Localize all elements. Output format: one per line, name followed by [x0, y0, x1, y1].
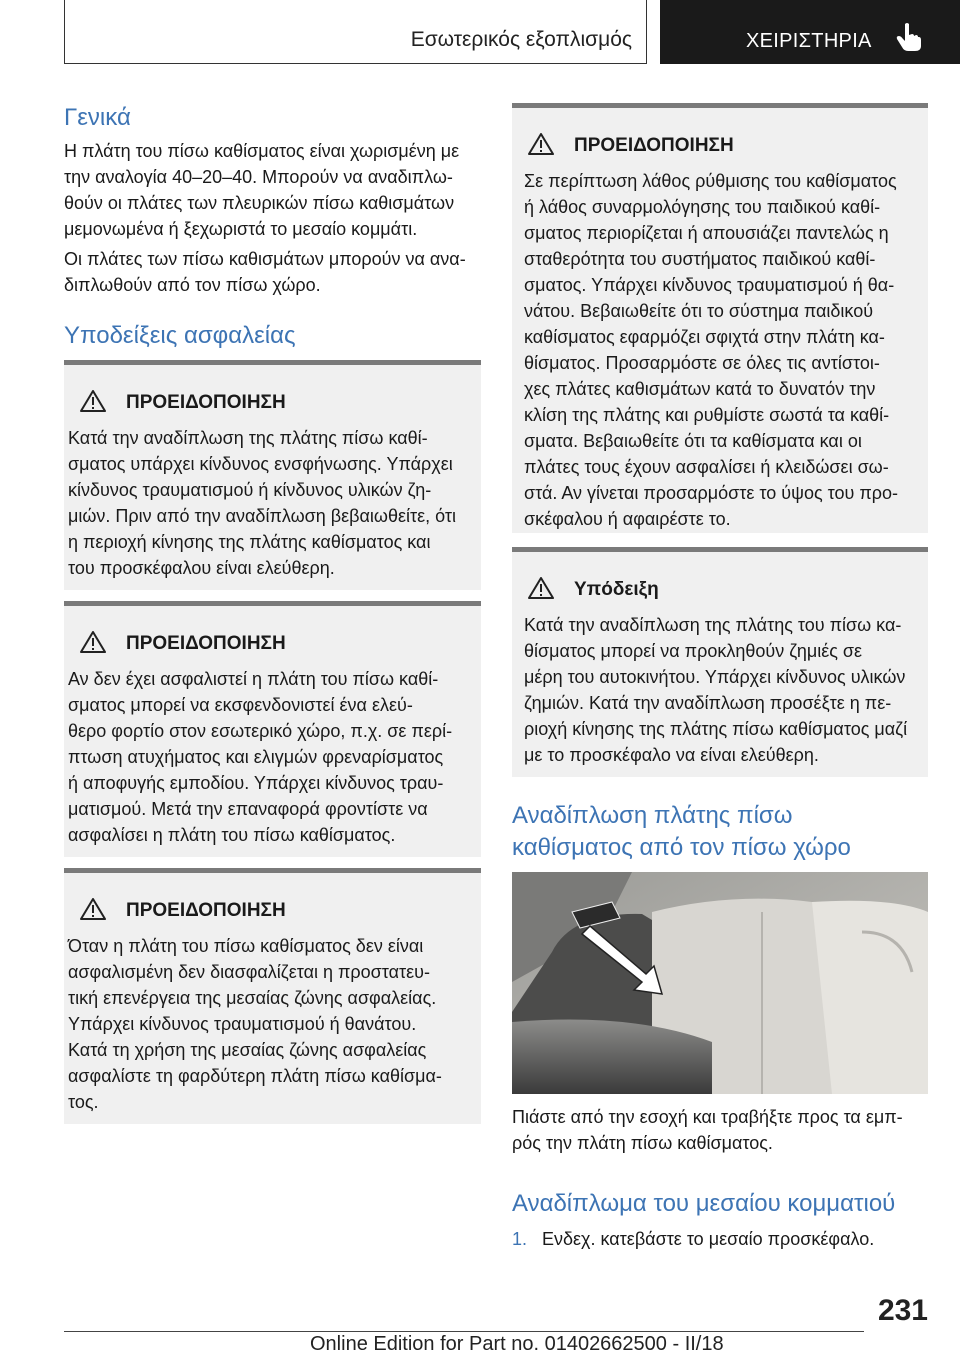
warning-title: ΠΡΟΕΙΔΟΠΟΙΗΣΗ — [126, 633, 286, 654]
middle-section — [512, 1188, 942, 1220]
text-line: την αναλογία 40–20–40. Μπορούν να αναδιπλω- — [64, 167, 453, 187]
warning-body — [68, 425, 481, 581]
text-line: μέρη του αυτοκινήτου. Υπάρχει κίνδυνος υλικών — [524, 667, 906, 687]
warning-title-row — [80, 897, 481, 925]
general-paragraph-2 — [64, 246, 481, 298]
text-line: ματισμού. Μετά την επαναφορά φροντίστε να — [68, 799, 428, 819]
text-line: Οι πλάτες των πίσω καθισμάτων μπορούν να ανα- — [64, 249, 466, 269]
warning-body — [68, 933, 481, 1115]
text-line: σματος. Υπάρχει κίνδυνος τραυματισμού ή θα- — [524, 275, 895, 295]
notice-body — [524, 612, 928, 768]
rear-seat-photo — [512, 872, 928, 1094]
fold-section — [512, 800, 928, 864]
fold-heading-line: Αναδίπλωση πλάτης πίσω — [512, 802, 793, 829]
text-line: Σε περίπτωση λάθος ρύθμισης του καθίσματος — [524, 171, 897, 191]
warning-title: ΠΡΟΕΙΔΟΠΟΙΗΣΗ — [126, 392, 286, 413]
text-line: η περιοχή κίνησης της πλάτης καθίσματος και — [68, 532, 431, 552]
text-line: χες πλάτες καθισμάτων κατά το δυνατόν την — [524, 379, 876, 399]
text-line: ρός την πλάτη πίσω καθίσματος. — [512, 1133, 773, 1153]
general-section — [64, 102, 481, 134]
text-line: σματος μπορεί να εκσφενδονιστεί ένα ελεύ- — [68, 695, 413, 715]
step-1 — [512, 1226, 928, 1252]
text-line: ζημιών. Κατά την αναδίπλωση προσέξτε η πε- — [524, 693, 892, 713]
text-line: Αν δεν έχει ασφαλιστεί η πλάτη του πίσω καθί- — [68, 669, 439, 689]
warning-triangle-icon — [80, 630, 106, 654]
text-line: καθίσματος εφαρμόζει σφιχτά στην πλάτη κα- — [524, 327, 885, 347]
text-line: ή αποφυγής εμποδίου. Υπάρχει κίνδυνος τραυ- — [68, 773, 444, 793]
footer-edition: Online Edition for Part no. 01402662500 - II/18 — [310, 1333, 724, 1355]
text-line: πλάτες τους έχουν ασφαλίσει ή κλειδώσει σω- — [524, 457, 889, 477]
safety-heading: Υποδείξεις ασφαλείας — [64, 322, 296, 349]
text-line: πτωση ατυχήματος και ελιγμών φρεναρίσματος — [68, 747, 444, 767]
text-line: σκέφαλου ή αφαιρέστε το. — [524, 509, 731, 529]
header-section-title: Εσωτερικός εξοπλισμός — [410, 28, 632, 51]
step-number: 1. — [512, 1229, 528, 1249]
warning-title: ΠΡΟΕΙΔΟΠΟΙΗΣΗ — [574, 135, 734, 156]
text-line: θίσματος μπορεί να προκληθούν ζημιές σε — [524, 641, 863, 661]
safety-section — [64, 320, 481, 352]
notice-box — [512, 547, 928, 777]
warning-body — [524, 168, 928, 532]
text-line: Υπάρχει κίνδυνος τραυματισμού ή θανάτου. — [68, 1014, 417, 1034]
warning-triangle-icon — [528, 132, 554, 156]
hand-pointing-icon — [896, 22, 922, 52]
general-heading: Γενικά — [64, 104, 131, 131]
notice-title-row — [528, 576, 928, 604]
text-line: ή λάθος συναρμολόγησης του παιδικού καθί- — [524, 197, 881, 217]
text-line: σταθερότητα του συστήματος παιδικού καθί- — [524, 249, 876, 269]
warning-title: ΠΡΟΕΙΔΟΠΟΙΗΣΗ — [126, 900, 286, 921]
header-section-box — [64, 0, 647, 64]
text-line: Όταν η πλάτη του πίσω καθίσματος δεν είναι — [68, 936, 424, 956]
text-line: Πιάστε από την εσοχή και τραβήξτε προς τα εμπ- — [512, 1107, 903, 1127]
text-line: διπλωθούν από τον πίσω χώρο. — [64, 275, 321, 295]
text-line: κλίση της πλάτης και ρυθμίστε σωστά τα καθί- — [524, 405, 890, 425]
warning-box-2 — [64, 601, 481, 857]
text-line: ασφαλισμένη δεν διασφαλίζεται η προστατευ- — [68, 962, 431, 982]
warning-triangle-icon — [528, 576, 554, 600]
text-line: θούν οι πλάτες των πλευρικών πίσω καθισμάτων — [64, 193, 455, 213]
warning-box-1 — [64, 360, 481, 590]
page-number: 231 — [877, 1294, 928, 1327]
warning-triangle-icon — [80, 389, 106, 413]
text-line: ασφαλίστε τη φαρδύτερη πλάτη πίσω καθίσμα- — [68, 1066, 442, 1086]
text-line: τική επενέργεια της μεσαίας ζώνης ασφαλείας. — [68, 988, 437, 1008]
text-line: κίνδυνος τραυματισμού ή κίνδυνος υλικών ζη- — [68, 480, 432, 500]
text-line: Η πλάτη του πίσω καθίσματος είναι χωρισμένη με — [64, 141, 460, 161]
text-line: Κατά την αναδίπλωση της πλάτης πίσω καθί- — [68, 428, 428, 448]
warning-title-row — [528, 132, 928, 160]
text-line: Κατά την αναδίπλωση της πλάτης του πίσω κα- — [524, 615, 902, 635]
text-line: σματος περιορίζεται ή απουσιάζει παντελώς η — [524, 223, 889, 243]
middle-heading: Αναδίπλωμα του μεσαίου κομματιού — [512, 1190, 896, 1217]
text-line: με το προσκέφαλο να είναι ελεύθερη. — [524, 745, 819, 765]
notice-title: Υπόδειξη — [574, 579, 659, 600]
warning-title-row — [80, 389, 481, 417]
warning-title-row — [80, 630, 481, 658]
warning-triangle-icon — [80, 897, 106, 921]
step-text: Ενδεχ. κατεβάστε το μεσαίο προσκέφαλο. — [542, 1229, 875, 1249]
text-line: μεμονωμένα ή ξεχωριστά το μεσαίο κομμάτι. — [64, 219, 418, 239]
text-line: νάτου. Βεβαιωθείτε ότι το σύστημα παιδικού — [524, 301, 874, 321]
fold-heading-line: καθίσματος από τον πίσω χώρο — [512, 834, 851, 861]
general-paragraph-1 — [64, 138, 481, 242]
text-line: τος. — [68, 1092, 99, 1112]
text-line: θίσματος. Προσαρμόστε σε όλες τις αντίστοι- — [524, 353, 880, 373]
text-line: σματος υπάρχει κίνδυνος ενσφήνωσης. Υπάρχει — [68, 454, 453, 474]
text-line: Κατά τη χρήση της μεσαίας ζώνης ασφαλείας — [68, 1040, 427, 1060]
warning-box-3 — [64, 868, 481, 1124]
warning-body — [68, 666, 481, 848]
step-row — [512, 1226, 928, 1252]
header-manual-title: ΧΕΙΡΙΣΤΗΡΙΑ — [746, 30, 872, 52]
text-line: ασφαλίσει η πλάτη του πίσω καθίσματος. — [68, 825, 396, 845]
footer-rule — [64, 1331, 864, 1332]
text-line: θερο φορτίο στον εσωτερικό χώρο, π.χ. σε περί- — [68, 721, 453, 741]
warning-box-4 — [512, 103, 928, 533]
text-line: ριοχή κίνησης της πλάτης πίσω καθίσματος μαζί — [524, 719, 908, 739]
text-line: στά. Αν γίνεται προσαρμόστε το ύψος του προ- — [524, 483, 899, 503]
text-line: σματα. Βεβαιωθείτε ότι τα καθίσματα και οι — [524, 431, 862, 451]
text-line: του προσκέφαλου είναι ελεύθερη. — [68, 558, 335, 578]
photo-caption — [512, 1104, 928, 1156]
text-line: μιών. Πριν από την αναδίπλωση βεβαιωθείτε, ότι — [68, 506, 457, 526]
